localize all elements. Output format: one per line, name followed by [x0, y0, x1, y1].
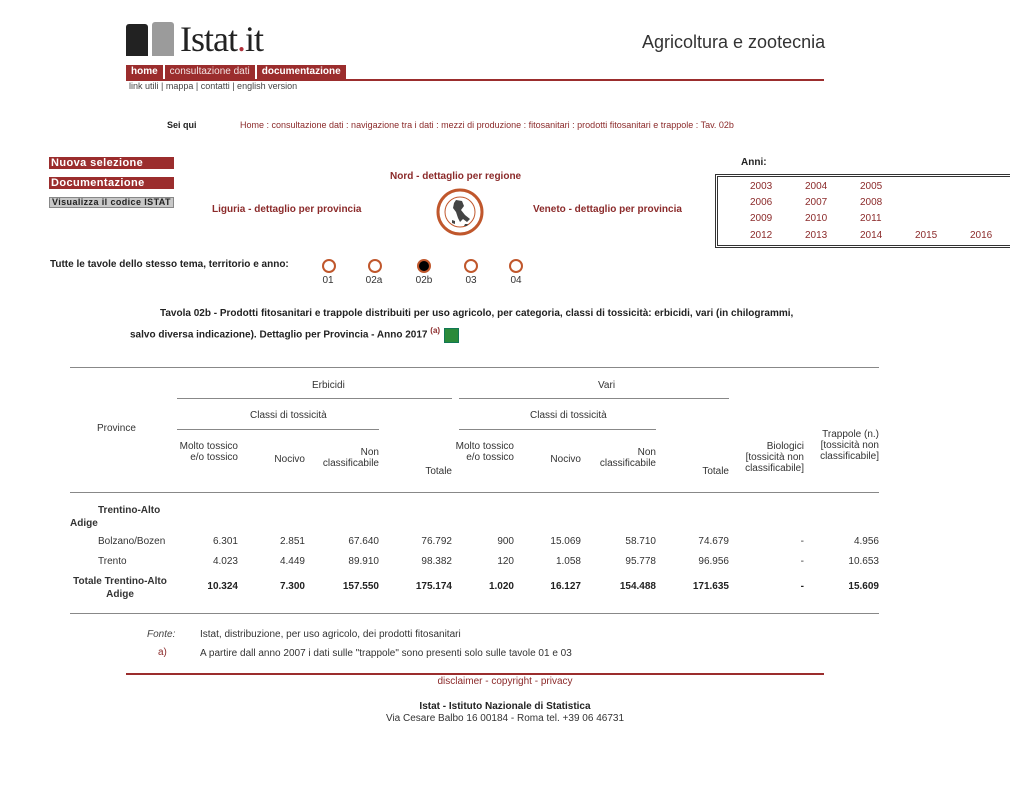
nuova-selezione-button[interactable]: Nuova selezione: [49, 157, 174, 169]
excel-download-icon[interactable]: X: [444, 328, 459, 343]
nav-consultazione-dati[interactable]: consultazione dati: [165, 65, 255, 79]
territory-next-link[interactable]: Veneto - dettaglio per provincia: [533, 204, 682, 215]
table-cell: 2.851: [279, 536, 305, 547]
col-header-molto-erb: Molto tossico e/o tossico: [179, 441, 238, 463]
classi-erbicidi-rule: [177, 429, 379, 430]
logo-mark-dark: [126, 24, 148, 56]
total-cell: 154.488: [619, 581, 656, 592]
table-cell: 98.382: [421, 556, 452, 567]
row-label: Bolzano/Bozen: [98, 536, 166, 547]
region-label: Trentino-Alto Adige: [70, 505, 161, 529]
table-cell: 900: [497, 536, 514, 547]
nav-documentazione[interactable]: documentazione: [257, 65, 346, 79]
logo-text: Istat.it: [180, 19, 263, 59]
year-link[interactable]: 2012: [750, 230, 773, 241]
table-radio-01[interactable]: [322, 259, 336, 273]
table-cell: -: [800, 536, 804, 547]
source-text: Istat, distribuzione, per uso agricolo, dei prodotti fitosanitari: [200, 629, 461, 640]
table-cell: 4.956: [853, 536, 879, 547]
territory-prev-link[interactable]: Liguria - dettaglio per provincia: [212, 204, 362, 215]
table-cell: 96.956: [698, 556, 729, 567]
table-header-rule: [70, 492, 879, 493]
total-cell: 157.550: [342, 581, 379, 592]
subgroup-classi-vari: Classi di tossicità: [530, 410, 607, 421]
table-cell: 15.069: [550, 536, 581, 547]
table-radio-02b[interactable]: [417, 259, 431, 273]
year-link[interactable]: 2004: [805, 181, 828, 192]
table-radio-03[interactable]: [464, 259, 478, 273]
table-cell: 89.910: [348, 556, 379, 567]
table-radio-label: 02b: [415, 275, 433, 286]
year-link[interactable]: 2014: [860, 230, 883, 241]
territory-selector-icon[interactable]: [434, 186, 486, 238]
main-nav: [126, 65, 348, 79]
year-link[interactable]: 2006: [750, 197, 773, 208]
table-radio-label: 03: [465, 275, 477, 286]
total-cell: 7.300: [279, 581, 305, 592]
logo-mark-grey: [152, 22, 174, 56]
col-header-molto-vari: Molto tossico e/o tossico: [455, 441, 514, 463]
vari-rule: [459, 398, 729, 399]
table-top-rule: [70, 367, 879, 368]
table-cell: 74.679: [698, 536, 729, 547]
site-title: Agricoltura e zootecnia: [642, 32, 826, 52]
col-header-totale-erb: Totale: [425, 466, 452, 477]
tables-nav-label: Tutte le tavole dello stesso tema, territorio e anno:: [50, 259, 289, 270]
table-cell: 4.023: [212, 556, 238, 567]
total-cell: 175.174: [415, 581, 452, 592]
col-header-nocivo-erb: Nocivo: [274, 454, 305, 465]
years-label: Anni:: [741, 157, 767, 168]
table-cell: 10.653: [848, 556, 879, 567]
year-link[interactable]: 2005: [860, 181, 883, 192]
col-header-totale-vari: Totale: [702, 466, 729, 477]
years-panel: [715, 174, 1010, 248]
year-link[interactable]: 2009: [750, 213, 773, 224]
table-cell: -: [800, 556, 804, 567]
province-header: Province: [97, 423, 136, 434]
row-label: Trento: [98, 556, 127, 567]
classi-vari-rule: [459, 429, 656, 430]
group-header-erbicidi: Erbicidi: [312, 380, 345, 391]
year-link[interactable]: 2015: [915, 230, 938, 241]
total-cell: 10.324: [207, 581, 238, 592]
year-link[interactable]: 2010: [805, 213, 828, 224]
nav-home[interactable]: home: [126, 65, 163, 79]
total-cell: 16.127: [550, 581, 581, 592]
col-header-nonclass-erb: Non classificabile: [322, 447, 379, 469]
table-radio-label: 04: [510, 275, 522, 286]
year-link[interactable]: 2011: [860, 213, 882, 224]
breadcrumb-label: Sei qui: [167, 120, 197, 130]
year-link[interactable]: 2016: [970, 230, 993, 241]
table-cell: 6.301: [212, 536, 238, 547]
table-radio-label: 01: [322, 275, 334, 286]
year-link[interactable]: 2008: [860, 197, 883, 208]
total-cell: 1.020: [488, 581, 514, 592]
table-cell: 120: [497, 556, 514, 567]
subgroup-classi-erbicidi: Classi di tossicità: [250, 410, 327, 421]
total-cell: 15.609: [848, 581, 879, 592]
total-cell: 171.635: [692, 581, 729, 592]
col-header-biologici: Biologici [tossicità non classificabile]: [745, 441, 804, 474]
table-cell: 58.710: [625, 536, 656, 547]
territory-up-link[interactable]: Nord - dettaglio per regione: [390, 171, 522, 182]
table-radio-02a[interactable]: [368, 259, 382, 273]
col-header-nonclass-vari: Non classificabile: [599, 447, 656, 469]
table-bottom-rule: [70, 613, 879, 614]
table-radio-label: 02a: [365, 275, 383, 286]
table-cell: 1.058: [555, 556, 581, 567]
istat-logo[interactable]: [126, 19, 276, 59]
breadcrumb[interactable]: Home : consultazione dati : navigazione tra i dati : mezzi di produzione : fitosanitari : prodotti fitosanitari e trappole : Tav. 02b: [240, 120, 734, 130]
year-link[interactable]: 2003: [750, 181, 773, 192]
group-header-vari: Vari: [598, 380, 616, 391]
table-title-text: Tavola 02b - Prodotti fitosanitari e trappole distribuiti per uso agricolo, per categoria, classi di tossicità: erbicidi, vari (in chilogrammi, salvo diversa indicazione). Dettaglio per Provincia - Anno 2017: [130, 308, 794, 341]
year-link[interactable]: 2013: [805, 230, 828, 241]
table-title: [130, 305, 810, 343]
note-label: a): [158, 647, 167, 658]
col-header-trappole: Trappole (n.) [tossicità non classificabile]: [820, 429, 879, 462]
table-cell: 95.778: [625, 556, 656, 567]
documentazione-button[interactable]: Documentazione: [49, 177, 174, 189]
table-cell: 67.640: [348, 536, 379, 547]
col-header-nocivo-vari: Nocivo: [550, 454, 581, 465]
year-link[interactable]: 2007: [805, 197, 828, 208]
table-radio-04[interactable]: [509, 259, 523, 273]
table-cell: 4.449: [279, 556, 305, 567]
footer-org: Istat - Istituto Nazionale di Statistica: [419, 701, 591, 712]
utility-links[interactable]: link utili | mappa | contatti | english version: [129, 81, 298, 91]
table-cell: 76.792: [421, 536, 452, 547]
note-text: A partire dall anno 2007 i dati sulle "trappole" sono presenti solo sulle tavole 01 e 03: [200, 648, 572, 659]
total-cell: -: [800, 581, 804, 592]
footer-divider: [126, 673, 824, 675]
erbicidi-rule: [177, 398, 452, 399]
table-note-ref[interactable]: (a): [430, 326, 441, 335]
codice-istat-button[interactable]: Visualizza il codice ISTAT: [49, 197, 174, 208]
total-row-label: Totale Trentino-Alto Adige: [73, 576, 167, 600]
source-label: Fonte:: [147, 629, 176, 640]
footer-address: Via Cesare Balbo 16 00184 - Roma tel. +39 06 46731: [385, 713, 625, 724]
footer-links[interactable]: disclaimer - copyright - privacy: [437, 676, 573, 687]
